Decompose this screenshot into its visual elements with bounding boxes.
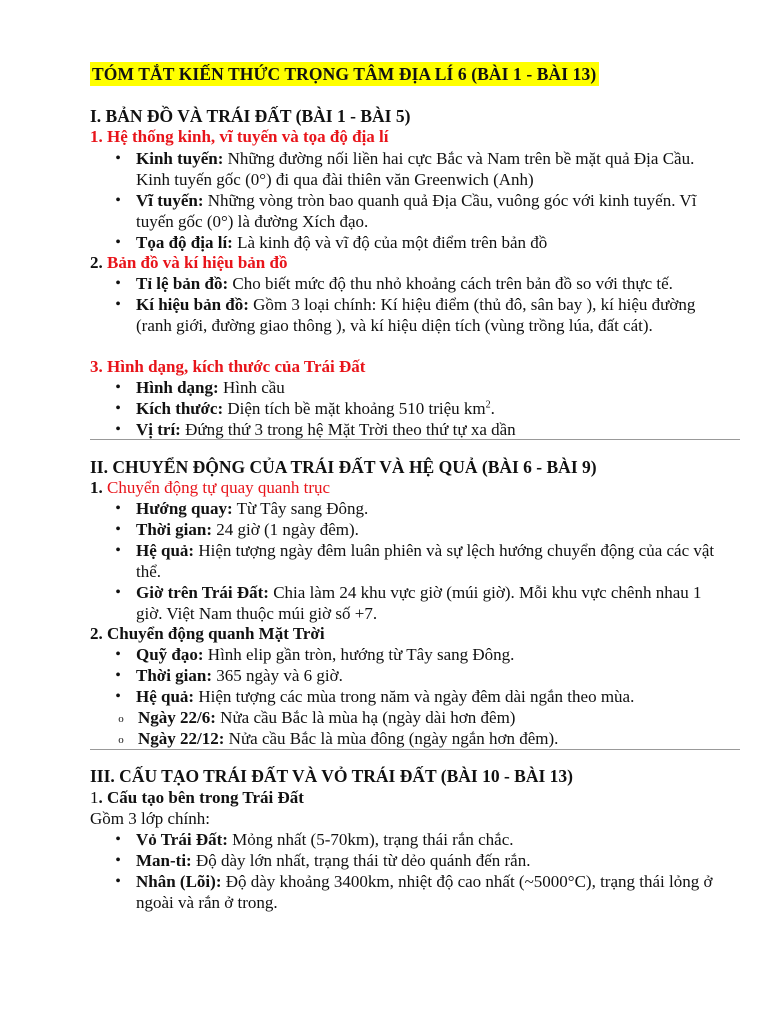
section-2-sub-2-heading: 2. Chuyển động quanh Mặt Trời xyxy=(90,624,325,643)
item-text: Hiện tượng ngày đêm luân phiên và sự lệch hướng chuyển động của các vật thể. xyxy=(136,541,715,581)
item-term: Tọa độ địa lí: xyxy=(136,233,233,252)
item-text: Cho biết mức độ thu nhỏ khoảng cách trên bản đồ so với thực tế. xyxy=(228,274,673,293)
item-term: Vĩ tuyến: xyxy=(136,191,204,210)
section-1-sub-2-title: Bản đồ và kí hiệu bản đồ xyxy=(102,253,288,272)
section-3-sub-1-heading xyxy=(90,787,304,808)
bullet-icon: • xyxy=(115,234,121,251)
list-item xyxy=(108,419,718,440)
bullet-icon: • xyxy=(115,873,121,890)
item-term: Quỹ đạo: xyxy=(136,645,204,664)
item-text: Từ Tây sang Đông. xyxy=(232,499,369,518)
list-item xyxy=(108,519,718,540)
item-term: Ngày 22/12: xyxy=(138,729,225,748)
section-3-sub-1-number: 1 xyxy=(90,788,99,807)
bullet-icon: • xyxy=(115,421,121,438)
item-term: Thời gian: xyxy=(136,666,213,685)
item-text: Gồm 3 loại chính: Kí hiệu điểm (thủ đô, sân bay ), kí hiệu đường (ranh giới, đường giao thông ), và kí hiệu diện tích (vùng trồng lúa, đất cát). xyxy=(136,295,696,335)
item-term: Ngày 22/6: xyxy=(138,708,216,727)
item-superscript: 2 xyxy=(485,399,491,411)
bullet-icon: • xyxy=(115,150,121,167)
item-text: Diện tích bề mặt khoảng 510 triệu km xyxy=(223,399,486,418)
item-term: Vị trí: xyxy=(136,420,181,439)
bullet-icon: • xyxy=(115,831,121,848)
section-2-heading: II. CHUYỂN ĐỘNG CỦA TRÁI ĐẤT VÀ HỆ QUẢ (BÀI 6 - BÀI 9) xyxy=(90,457,597,477)
circle-bullet-icon: o xyxy=(118,713,124,725)
list-item xyxy=(108,498,718,519)
section-1-sub-1-list xyxy=(108,148,718,253)
section-2-sub-2-list xyxy=(108,644,718,707)
bullet-icon: • xyxy=(115,296,121,313)
list-item xyxy=(108,232,718,253)
list-item xyxy=(108,398,718,419)
section-divider xyxy=(90,439,740,440)
title-block xyxy=(90,62,599,86)
item-text: Hình elip gần tròn, hướng từ Tây sang Đông. xyxy=(203,645,515,664)
bullet-icon: • xyxy=(115,852,121,869)
item-term: Kinh tuyến: xyxy=(136,149,224,168)
circle-bullet-icon: o xyxy=(118,734,124,746)
bullet-icon: • xyxy=(115,584,121,601)
section-divider xyxy=(90,749,740,750)
item-text-after: . xyxy=(490,399,495,418)
item-text: Độ dày khoảng 3400km, nhiệt độ cao nhất (~5000°C), trạng thái lỏng ở ngoài và rắn ở trong. xyxy=(136,872,713,912)
section-2-sub-2-sublist xyxy=(114,707,724,749)
sub-list-item xyxy=(114,728,724,749)
list-item xyxy=(108,273,718,294)
section-1-sub-2-list xyxy=(108,273,718,336)
list-item xyxy=(108,829,718,850)
sub-list-item xyxy=(114,707,724,728)
section-1-sub-3-list xyxy=(108,377,718,440)
bullet-icon: • xyxy=(115,646,121,663)
list-item xyxy=(108,686,718,707)
bullet-icon: • xyxy=(115,400,121,417)
bullet-icon: • xyxy=(115,275,121,292)
list-item xyxy=(108,377,718,398)
document-title: TÓM TẮT KIẾN THỨC TRỌNG TÂM ĐỊA LÍ 6 (BÀI 1 - BÀI 13) xyxy=(90,62,599,86)
bullet-icon: • xyxy=(115,192,121,209)
list-item xyxy=(108,540,718,582)
item-term: Man-ti: xyxy=(136,851,192,870)
item-term: Kí hiệu bản đồ: xyxy=(136,295,249,314)
item-text: Những vòng tròn bao quanh quả Địa Cầu, vuông góc với kinh tuyến. Vĩ tuyến gốc (0°) là đường Xích đạo. xyxy=(136,191,697,231)
bullet-icon: • xyxy=(115,521,121,538)
item-text: Hiện tượng các mùa trong năm và ngày đêm dài ngắn theo mùa. xyxy=(194,687,635,706)
item-text: Mỏng nhất (5-70km), trạng thái rắn chắc. xyxy=(227,830,514,849)
item-text: Độ dày lớn nhất, trạng thái từ dẻo quánh đến rắn. xyxy=(191,851,531,870)
list-item xyxy=(108,665,718,686)
bullet-icon: • xyxy=(115,688,121,705)
item-text: 365 ngày và 6 giờ. xyxy=(212,666,343,685)
item-text: Là kinh độ và vĩ độ của một điểm trên bản đồ xyxy=(232,233,548,252)
item-term: Vỏ Trái Đất: xyxy=(136,830,228,849)
section-1-heading: I. BẢN ĐỒ VÀ TRÁI ĐẤT (BÀI 1 - BÀI 5) xyxy=(90,106,411,126)
item-term: Tỉ lệ bản đồ: xyxy=(136,274,229,293)
item-term: Nhân (Lõi): xyxy=(136,872,222,891)
section-3-sub-1-list xyxy=(108,829,718,913)
item-text: 24 giờ (1 ngày đêm). xyxy=(212,520,359,539)
list-item xyxy=(108,644,718,665)
item-term: Hệ quả: xyxy=(136,541,195,560)
section-2-sub-1-title: Chuyển động tự quay quanh trục xyxy=(102,478,331,497)
bullet-icon: • xyxy=(115,500,121,517)
item-text: Nửa cầu Bắc là mùa hạ (ngày dài hơn đêm) xyxy=(215,708,516,727)
item-text: Chia làm 24 khu vực giờ (múi giờ). Mỗi khu vực chênh nhau 1 giờ. Việt Nam thuộc múi giờ số +7. xyxy=(136,583,702,623)
item-term: Thời gian: xyxy=(136,520,213,539)
item-term: Hướng quay: xyxy=(136,499,233,518)
section-1-sub-3-heading: 3. Hình dạng, kích thước của Trái Đất xyxy=(90,357,366,376)
item-term: Hình dạng: xyxy=(136,378,219,397)
list-item xyxy=(108,294,718,336)
item-term: Giờ trên Trái Đất: xyxy=(136,583,269,602)
item-text: Hình cầu xyxy=(218,378,285,397)
section-1-sub-2-number: 2. xyxy=(90,253,103,272)
bullet-icon: • xyxy=(115,667,121,684)
item-term: Hệ quả: xyxy=(136,687,195,706)
section-2-sub-1-number: 1. xyxy=(90,478,103,497)
list-item xyxy=(108,148,718,190)
list-item xyxy=(108,582,718,624)
list-item xyxy=(108,871,718,913)
item-text: Đứng thứ 3 trong hệ Mặt Trời theo thứ tự xa dần xyxy=(180,420,516,439)
section-3-heading: III. CẤU TẠO TRÁI ĐẤT VÀ VỎ TRÁI ĐẤT (BÀI 10 - BÀI 13) xyxy=(90,766,573,786)
list-item xyxy=(108,850,718,871)
section-1-sub-1-heading: 1. Hệ thống kinh, vĩ tuyến và tọa độ địa lí xyxy=(90,127,389,146)
list-item xyxy=(108,190,718,232)
item-text: Nửa cầu Bắc là mùa đông (ngày ngắn hơn đêm). xyxy=(224,729,559,748)
section-1-sub-2-heading xyxy=(90,252,287,273)
item-text: Những đường nối liền hai cực Bắc và Nam trên bề mặt quả Địa Cầu. Kinh tuyến gốc (0°) đi qua đài thiên văn Greenwich (Anh) xyxy=(136,149,695,189)
section-3-intro: Gồm 3 lớp chính: xyxy=(90,809,210,828)
section-2-sub-1-list xyxy=(108,498,718,624)
bullet-icon: • xyxy=(115,542,121,559)
section-3-sub-1-title: . Cấu tạo bên trong Trái Đất xyxy=(98,788,304,807)
bullet-icon: • xyxy=(115,379,121,396)
section-2-sub-1-heading xyxy=(90,477,330,498)
item-term: Kích thước: xyxy=(136,399,224,418)
